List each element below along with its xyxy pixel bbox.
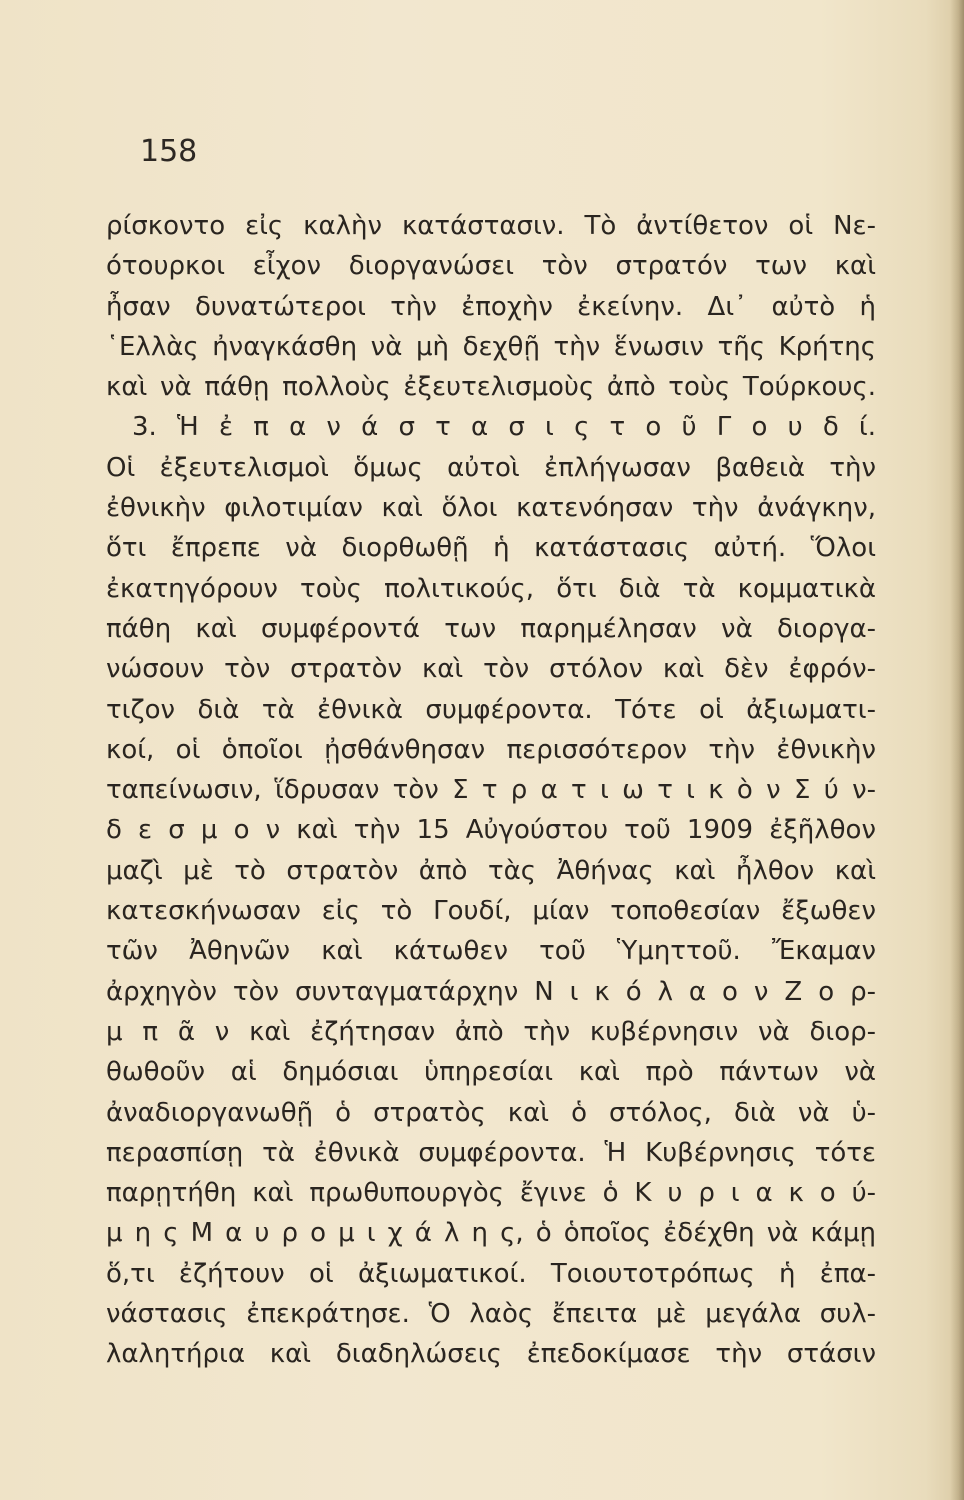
text-line: ἦσαν δυνατώτεροι τὴν ἐποχὴν ἐκείνην. Δι᾿ αὐτὸ ἡ	[106, 291, 876, 322]
text-line: κοί, οἱ ὁποῖοι ᾐσθάνθησαν περισσότερον τὴν ἐθνικὴν	[106, 734, 876, 765]
text-line: τιζον διὰ τὰ ἐθνικὰ συμφέροντα. Τότε οἱ ἀξιωματι-	[106, 694, 876, 725]
text-line: ἀρχηγὸν τὸν συνταγματάρχην Ν ι κ ό λ α ο ν Ζ ο ρ-	[106, 976, 876, 1007]
text-line: ταπείνωσιν, ἵδρυσαν τὸν Σ τ ρ α τ ι ω τ ι κ ὸ ν Σ ύ ν-	[106, 775, 876, 806]
page-number: 158	[140, 134, 198, 169]
text-line: μ π ᾶ ν καὶ ἐζήτησαν ἀπὸ τὴν κυβέρνησιν νὰ διορ-	[106, 1016, 876, 1047]
section-heading-line: 3. Ἡ ἐ π α ν ά σ τ α σ ι ς τ ο ῦ Γ ο υ δ ί.	[132, 412, 876, 443]
page-edge-shadow	[950, 0, 964, 1500]
text-line: πάθη καὶ συμφέροντά των παρημέλησαν νὰ διοργα-	[106, 613, 876, 644]
text-line: μ η ς Μ α υ ρ ο μ ι χ ά λ η ς, ὁ ὁποῖος ἐδέχθη νὰ κάμῃ	[106, 1218, 876, 1249]
body-text	[106, 206, 876, 1375]
text-line: νάστασις ἐπεκράτησε. Ὁ λαὸς ἔπειτα μὲ μεγάλα συλ-	[106, 1299, 876, 1330]
text-line: θωθοῦν αἱ δημόσιαι ὑπηρεσίαι καὶ πρὸ πάντων νὰ	[106, 1057, 876, 1088]
text-line: ἐθνικὴν φιλοτιμίαν καὶ ὅλοι κατενόησαν τὴν ἀνάγκην,	[106, 493, 876, 524]
text-line: καὶ νὰ πάθῃ πολλοὺς ἐξευτελισμοὺς ἀπὸ τοὺς Τούρκους.	[106, 372, 876, 403]
text-line: κατεσκήνωσαν εἰς τὸ Γουδί, μίαν τοποθεσίαν ἔξωθεν	[106, 896, 876, 927]
text-line: ότουρκοι εἶχον διοργανώσει τὸν στρατόν των καὶ	[106, 251, 876, 282]
text-line: νώσουν τὸν στρατὸν καὶ τὸν στόλον καὶ δὲν ἐφρόν-	[106, 654, 876, 685]
text-line: μαζὶ μὲ τὸ στρατὸν ἀπὸ τὰς Ἀθήνας καὶ ἦλθον καὶ	[106, 855, 876, 886]
text-line: τῶν Ἀθηνῶν καὶ κάτωθεν τοῦ Ὑμηττοῦ. Ἔκαμαν	[106, 936, 876, 967]
text-line: παρῃτήθη καὶ πρωθυπουργὸς ἔγινε ὁ Κ υ ρ ι α κ ο ύ-	[106, 1178, 876, 1209]
text-line: Οἱ ἐξευτελισμοὶ ὅμως αὐτοὶ ἐπλήγωσαν βαθειὰ τὴν	[106, 452, 876, 483]
text-line: λαλητήρια καὶ διαδηλώσεις ἐπεδοκίμασε τὴν στάσιν	[106, 1339, 876, 1370]
text-line: ἐκατηγόρουν τοὺς πολιτικούς, ὅτι διὰ τὰ κομματικὰ	[106, 573, 876, 604]
text-line: περασπίσῃ τὰ ἐθνικὰ συμφέροντα. Ἡ Κυβέρνησις τότε	[106, 1137, 876, 1168]
text-line: ρίσκοντο εἰς καλὴν κατάστασιν. Τὸ ἀντίθετον οἱ Νε-	[106, 211, 876, 241]
text-line: δ ε σ μ ο ν καὶ τὴν 15 Αὐγούστου τοῦ 1909 ἐξῆλθον	[106, 815, 876, 846]
text-line: ὅτι ἔπρεπε νὰ διορθωθῇ ἡ κατάστασις αὐτή. Ὅλοι	[106, 533, 876, 564]
text-line: ἀναδιοργανωθῇ ὁ στρατὸς καὶ ὁ στόλος, διὰ νὰ ὑ-	[106, 1097, 876, 1128]
text-line: ὅ,τι ἐζήτουν οἱ ἀξιωματικοί. Τοιουτοτρόπως ἡ ἐπα-	[106, 1258, 876, 1289]
text-line: ῾Ελλὰς ἠναγκάσθη νὰ μὴ δεχθῇ τὴν ἕνωσιν τῆς Κρήτης	[106, 331, 876, 362]
